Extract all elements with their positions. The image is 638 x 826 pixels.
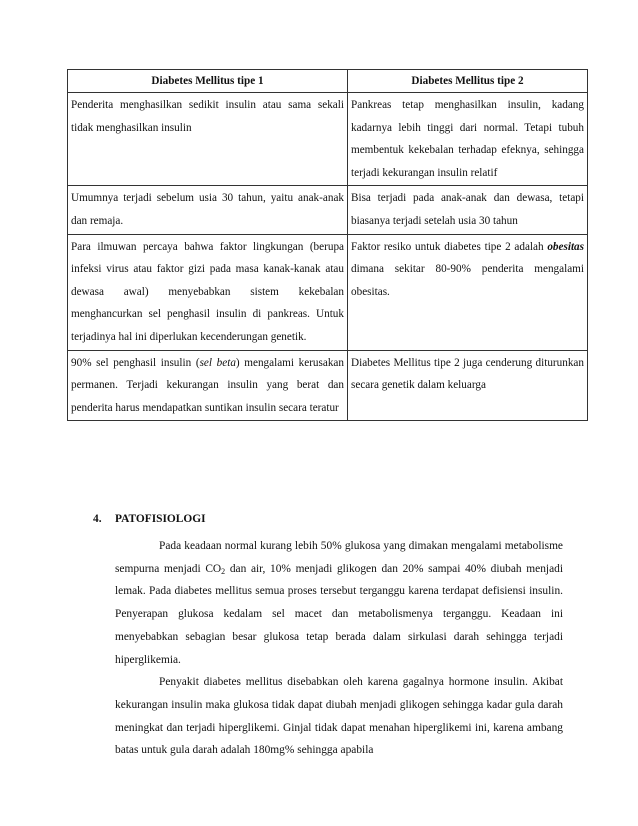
cell-text: 90% sel penghasil insulin (	[71, 356, 200, 369]
table-cell-type1: Para ilmuwan percaya bahwa faktor lingkungan (berupa infeksi virus atau faktor gizi pada masa kanak-kanak atau dewasa awal) menyebabkan sistem kekebalan menghancurkan sel penghasil insulin di pankreas. Untuk terjadinya hal ini diperlukan kecenderungan genetik.	[68, 234, 348, 350]
table-row	[68, 234, 588, 350]
table-cell-type1	[68, 350, 348, 421]
comparison-table	[67, 69, 588, 421]
cell-text: ) mengalami kerusakan permanen. Terjadi kekurangan insulin yang berat dan penderita harus mendapatkan suntikan insulin secara teratur	[71, 356, 344, 414]
table-row	[68, 93, 588, 186]
paragraph: Penyakit diabetes mellitus disebabkan oleh karena gagalnya hormone insulin. Akibat kekurangan insulin maka glukosa tidak dapat diubah menjadi glikogen sehingga kadar gula darah meningkat dan terjadi hiperglikemi. Ginjal tidak dapat menahan hiperglikemi ini, karena ambang batas untuk gula darah adalah 180mg% sehingga apabila	[115, 676, 563, 757]
emphasized-term: sel beta	[199, 356, 236, 369]
paragraph	[115, 535, 563, 671]
table-header-type2: Diabetes Mellitus tipe 2	[348, 70, 588, 93]
section-heading	[93, 512, 563, 526]
table-cell-type2: Diabetes Mellitus tipe 2 juga cenderung diturunkan secara genetik dalam keluarga	[348, 350, 588, 421]
table-header-type1: Diabetes Mellitus tipe 1	[68, 70, 348, 93]
table-row	[68, 186, 588, 234]
subscript: 2	[221, 566, 226, 576]
table-cell-type1: Umumnya terjadi sebelum usia 30 tahun, yaitu anak-anak dan remaja.	[68, 186, 348, 234]
paragraph-text: Pada keadaan normal kurang lebih 50% glukosa yang dimakan mengalami metabolisme sempurna menjadi CO	[115, 540, 563, 575]
table-cell-type2: Pankreas tetap menghasilkan insulin, kadang kadarnya lebih tinggi dari normal. Tetapi tubuh membentuk kekebalan terhadap efeknya, sehingga terjadi kekurangan insulin relatif	[348, 93, 588, 186]
table-cell-type2: Bisa terjadi pada anak-anak dan dewasa, tetapi biasanya terjadi setelah usia 30 tahun	[348, 186, 588, 234]
table-row	[68, 350, 588, 421]
table-cell-type2	[348, 234, 588, 350]
paragraph-text: dan air, 10% menjadi glikogen dan 20% sampai 40% diubah menjadi lemak. Pada diabetes mellitus semua proses tersebut terganggu karena terdapat defisiensi insulin. Penyerapan glukosa kedalam sel macet dan metabolismenya terganggu. Keadaan ini menyebabkan sebagian besar glukosa tetap berada dalam sirkulasi darah sehingga terjadi hiperglikemia.	[115, 562, 563, 666]
cell-text: Faktor resiko untuk diabetes tipe 2 adalah	[351, 240, 548, 253]
section-title: PATOFISIOLOGI	[115, 513, 206, 525]
table-cell-type1: Penderita menghasilkan sedikit insulin atau sama sekali tidak menghasilkan insulin	[68, 93, 348, 186]
table-header-row	[68, 70, 588, 93]
pathophysiology-section	[93, 512, 563, 762]
emphasized-term: obesitas	[547, 240, 584, 253]
cell-text: dimana sekitar 80-90% penderita mengalami obesitas.	[351, 263, 584, 298]
section-number: 4.	[93, 513, 102, 525]
